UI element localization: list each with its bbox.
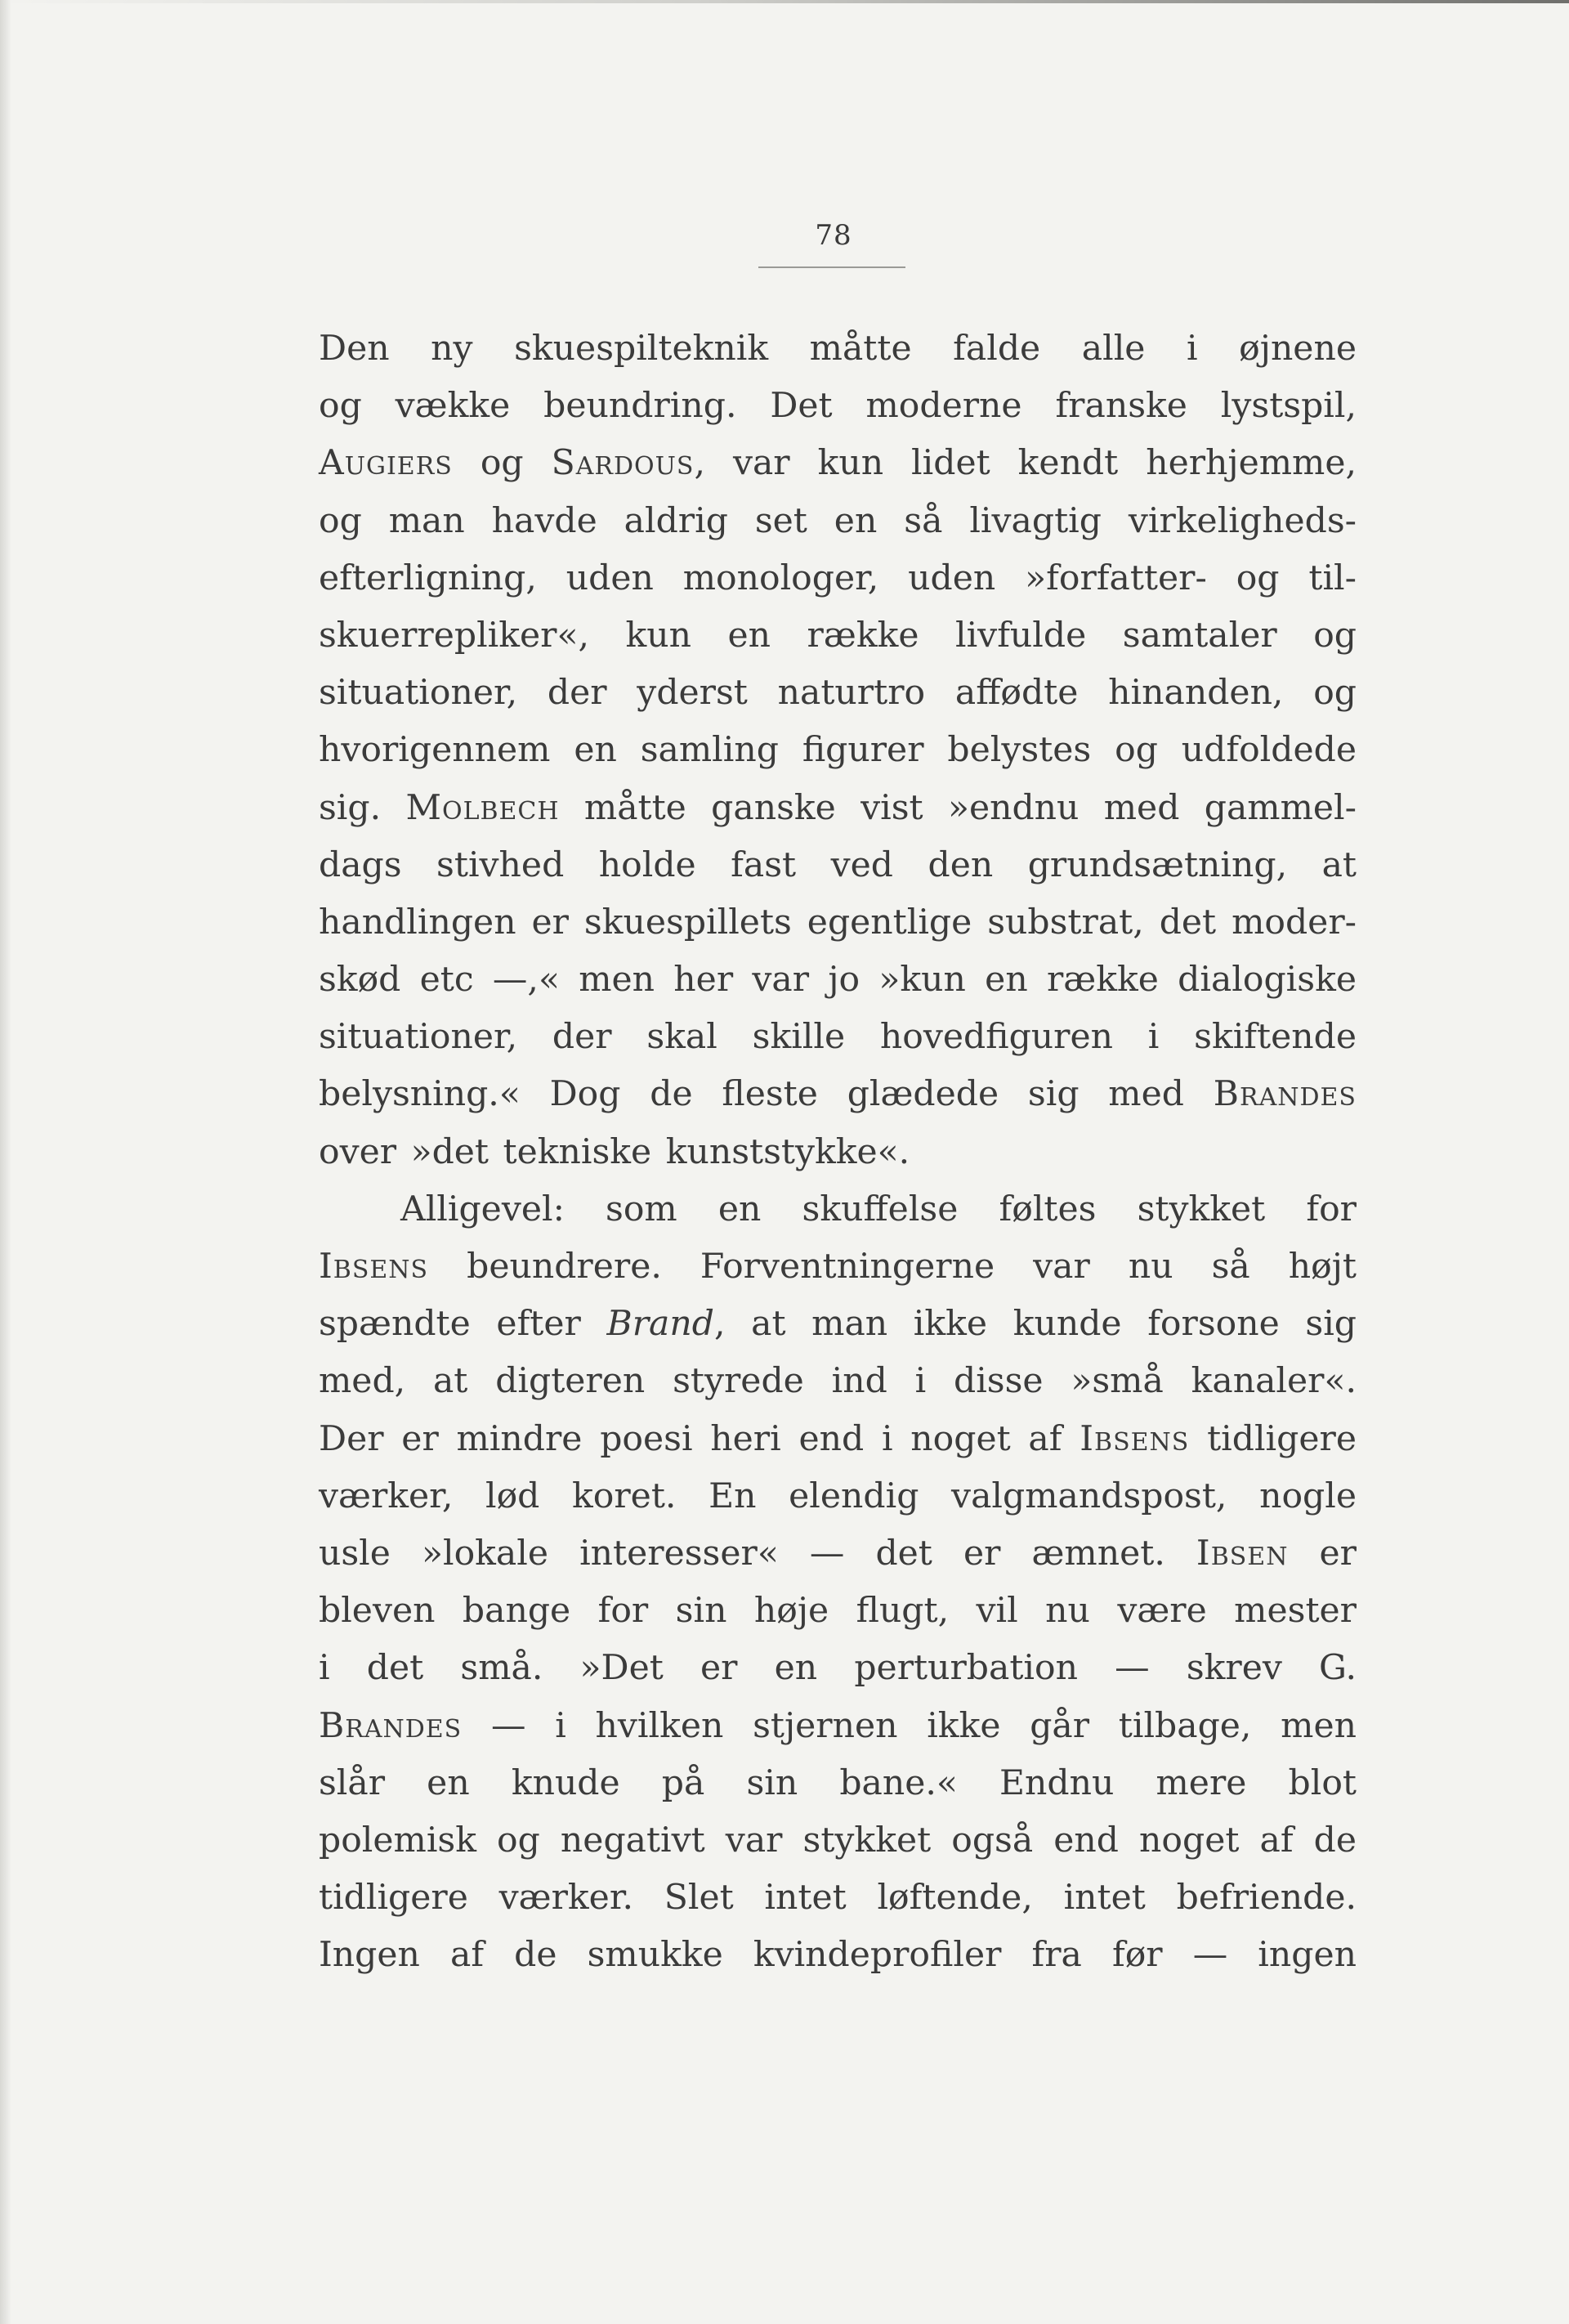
text-line: hvorigennem en samling figurer belystes og udfoldede: [319, 730, 1357, 771]
text-line: over »det tekniske kunststykke«.: [319, 1131, 910, 1172]
text-line: bleven bange for sin høje flugt, vil nu være mester: [319, 1591, 1357, 1632]
text-line: Augiers og Sardous, var kun lidet kendt herhjemme,: [319, 443, 1357, 484]
text-line: Den ny skuespilteknik måtte falde alle i øjnene: [319, 329, 1357, 369]
text-line: sig. Molbech måtte ganske vist »endnu med gammel-: [319, 787, 1357, 828]
page-number: 78: [815, 219, 852, 252]
text-line: efterligning, uden monologer, uden »forfatter- og til-: [319, 557, 1357, 598]
text-line: i det små. »Det er en perturbation — skrev G.: [319, 1648, 1357, 1689]
text-line: med, at digteren styrede ind i disse »små kanaler«.: [319, 1361, 1357, 1402]
text-line: belysning.« Dog de fleste glædede sig med Brandes: [319, 1074, 1357, 1115]
text-line: spændte efter Brand, at man ikke kunde forsone sig: [319, 1304, 1357, 1345]
text-line: Alligevel: som en skuffelse føltes stykket for: [400, 1189, 1357, 1229]
text-line: slår en knude på sin bane.« Endnu mere blot: [319, 1762, 1357, 1803]
text-line: handlingen er skuespillets egentlige substrat, det moder-: [319, 902, 1357, 943]
text-line: situationer, der yderst naturtro affødte hinanden, og: [319, 673, 1357, 714]
text-line: polemisk og negativt var stykket også end noget af de: [319, 1820, 1357, 1861]
text-line: og man havde aldrig set en så livagtig virkeligheds-: [319, 500, 1357, 541]
page-binding-edge: [0, 0, 11, 2324]
text-line: og vække beundring. Det moderne franske lystspil,: [319, 386, 1357, 427]
text-line: usle »lokale interesser« — det er æmnet. Ibsen er: [319, 1533, 1357, 1574]
text-line: tidligere værker. Slet intet løftende, intet befriende.: [319, 1878, 1357, 1919]
text-line: værker, lød koret. En elendig valgmandspost, nogle: [319, 1475, 1357, 1516]
text-line: skuerrepliker«, kun en række livfulde samtaler og: [319, 615, 1357, 656]
text-line: situationer, der skal skille hovedfiguren i skiftende: [319, 1017, 1357, 1058]
text-line: Brandes — i hvilken stjernen ikke går tilbage, men: [319, 1705, 1357, 1746]
page-number-rule: [758, 266, 905, 268]
text-line: Der er mindre poesi heri end i noget af Ibsens tidligere: [319, 1418, 1357, 1459]
text-line: skød etc —,« men her var jo »kun en række dialogiske: [319, 960, 1357, 1001]
page-top-edge: [0, 0, 1569, 3]
text-line: Ibsens beundrere. Forventningerne var nu så højt: [319, 1247, 1357, 1287]
text-line: dags stivhed holde fast ved den grundsætning, at: [319, 844, 1357, 885]
body-text: [319, 320, 1357, 1984]
text-line: Ingen af de smukke kvindeprofiler fra før — ingen: [319, 1935, 1357, 1976]
